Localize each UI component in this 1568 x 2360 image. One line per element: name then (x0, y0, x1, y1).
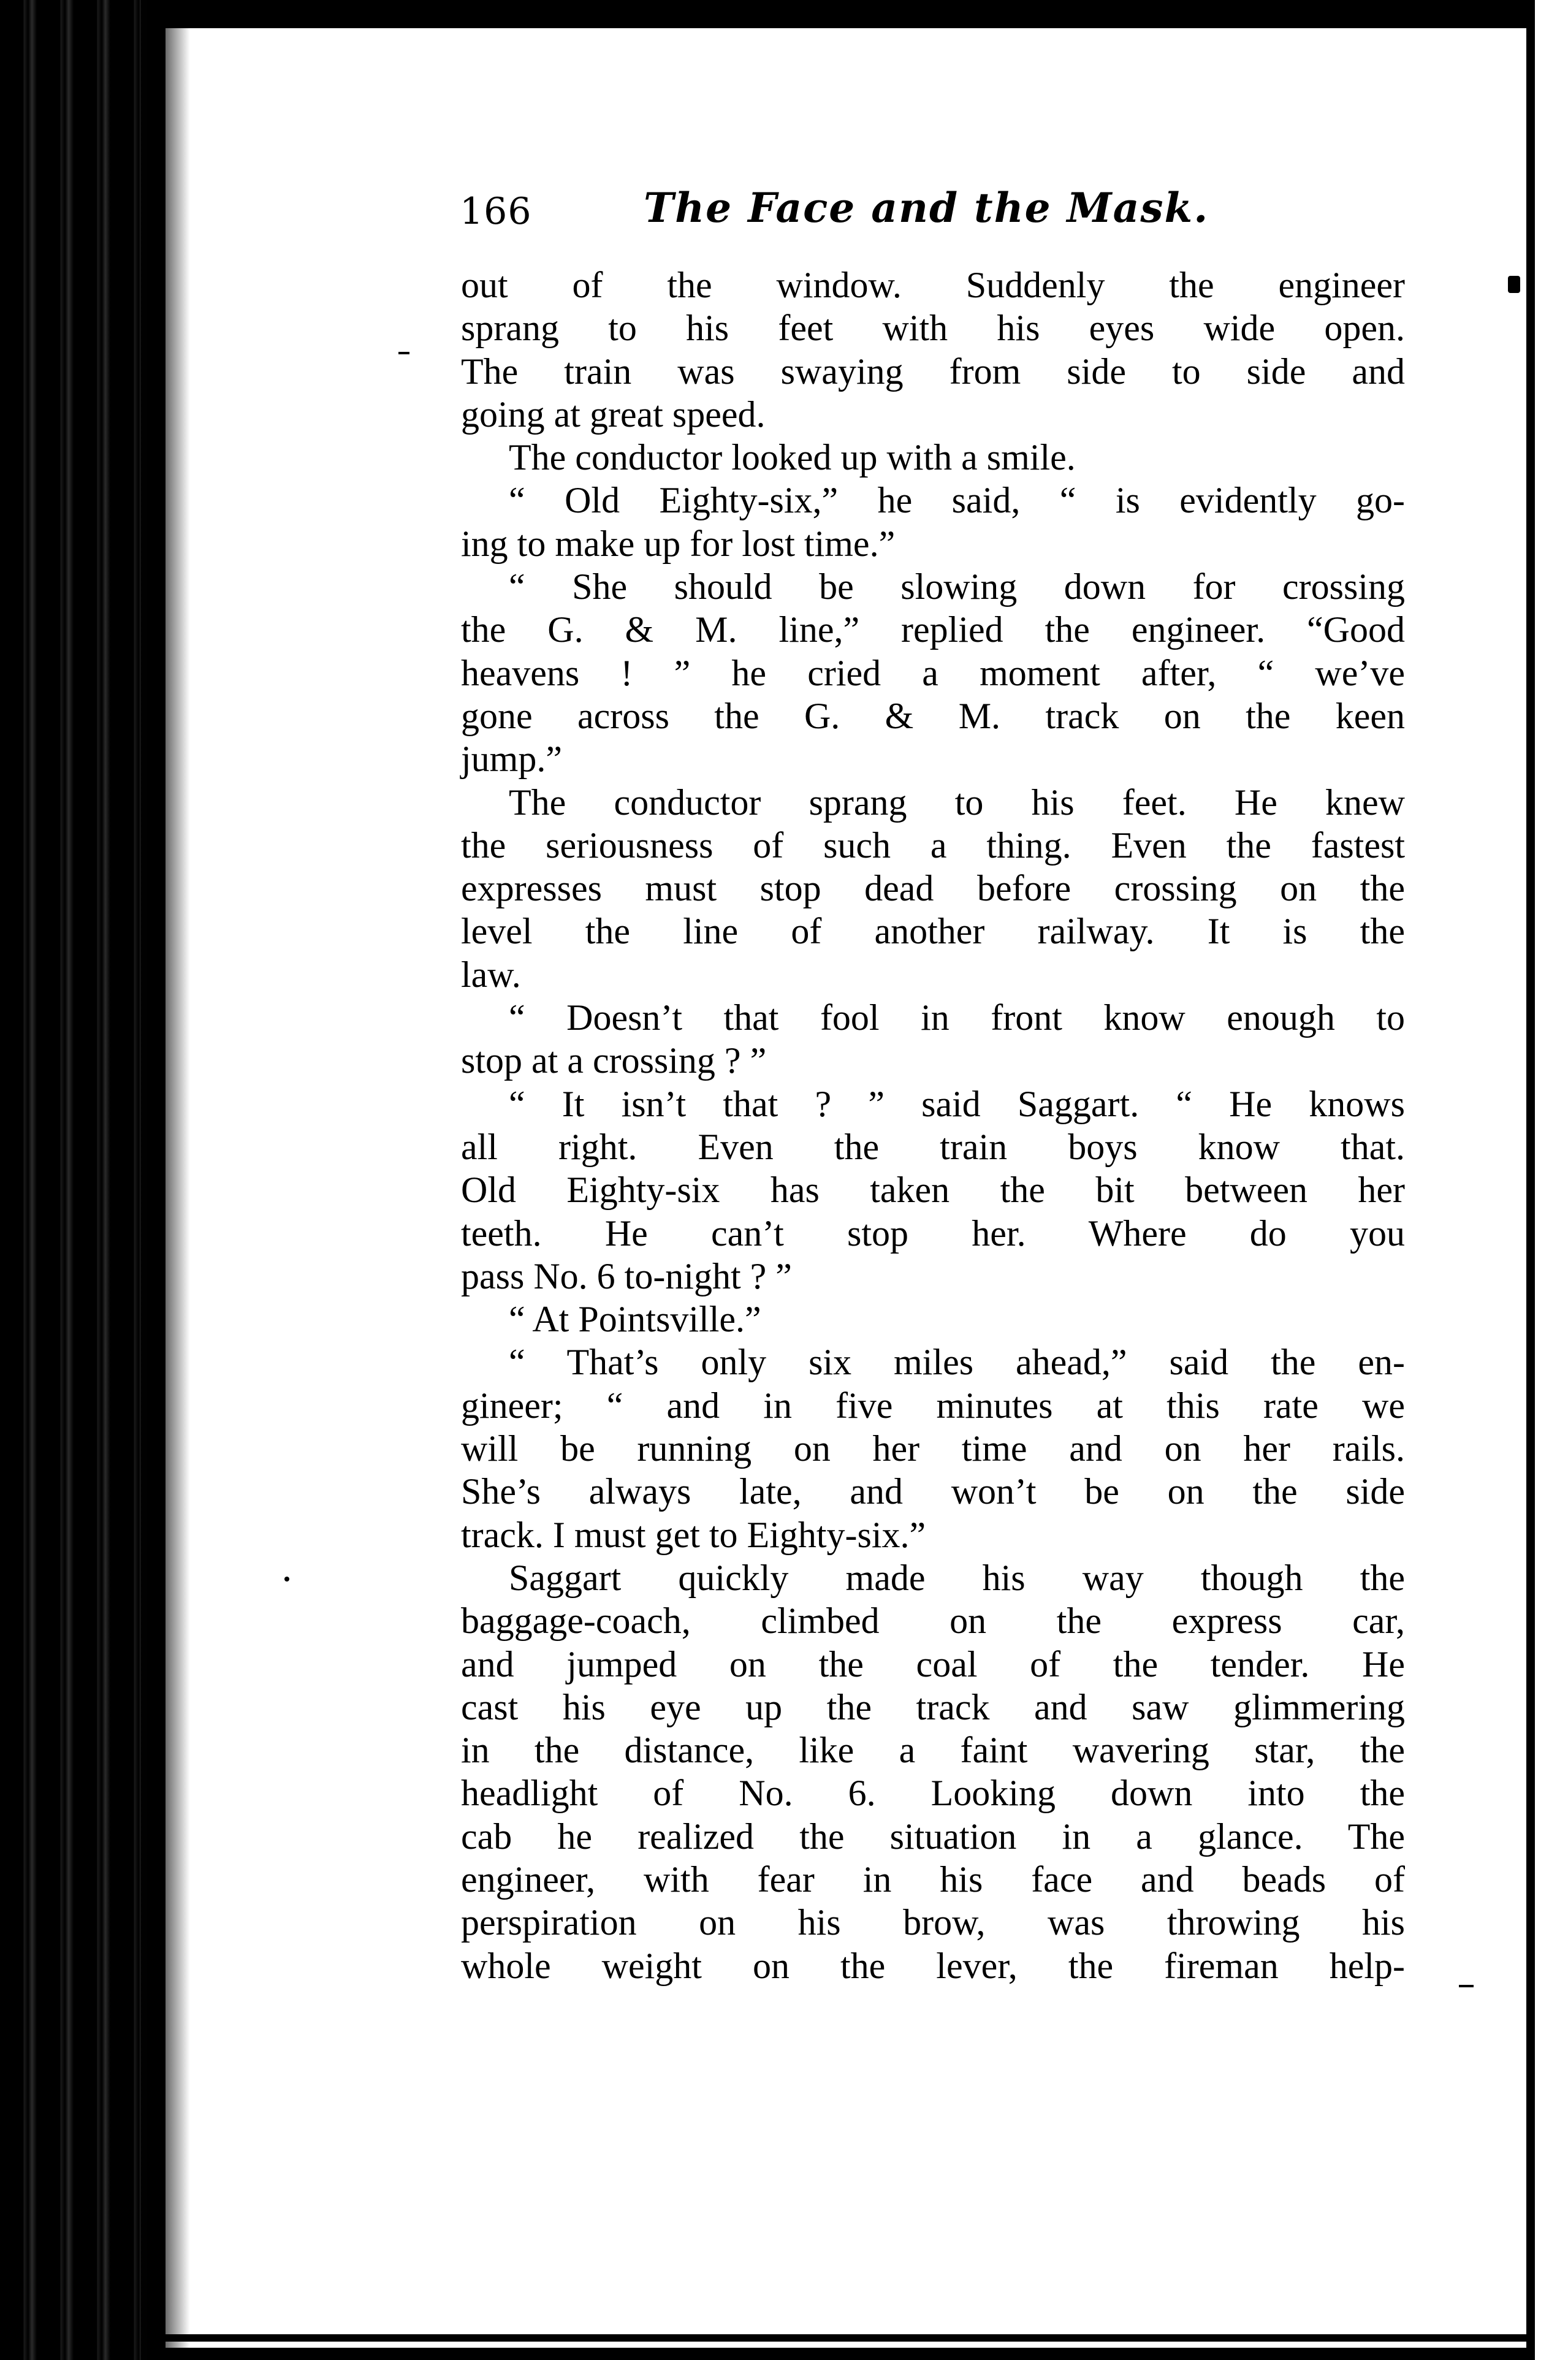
text-line: out of the window. Suddenly the engineer (461, 265, 1405, 305)
text-line: “ She should be slowing down for crossing (509, 566, 1405, 607)
text-line: cast his eye up the track and saw glimmering (461, 1686, 1405, 1727)
text-line: “ It isn’t that ? ” said Saggart. “ He knows (509, 1083, 1405, 1124)
text-line: Saggart quickly made his way though the (509, 1557, 1405, 1598)
text-line: will be running on her time and on her rails. (461, 1428, 1405, 1469)
text-line: sprang to his feet with his eyes wide open. (461, 308, 1405, 349)
scan-margin-right (1535, 0, 1568, 2360)
text-line: expresses must stop dead before crossing on the (461, 868, 1405, 909)
margin-dot (284, 1577, 289, 1582)
text-line: The conductor sprang to his feet. He knew (509, 782, 1405, 823)
text-line: headlight of No. 6. Looking down into the (461, 1773, 1405, 1814)
text-line: the G. & M. line,” replied the engineer. “Good (461, 609, 1405, 650)
text-line: cab he realized the situation in a glance. The (461, 1816, 1405, 1857)
text-line: “ Old Eighty-six,” he said, “ is evidently go- (509, 480, 1405, 521)
running-title: The Face and the Mask. (644, 184, 1209, 232)
text-line: heavens ! ” he cried a moment after, “ we’ve (461, 652, 1405, 693)
page-border-top (159, 22, 1532, 28)
text-line: law. (461, 954, 521, 995)
text-line: going at great speed. (461, 394, 766, 435)
text-line: The train was swaying from side to side and (461, 351, 1405, 392)
text-line: pass No. 6 to-night ? ” (461, 1255, 792, 1296)
page-border-right (1526, 22, 1535, 2351)
margin-dash (398, 352, 409, 354)
text-line: engineer, with fear in his face and beads of (461, 1859, 1405, 1900)
page-border-bottom (159, 2334, 1537, 2342)
text-line: “ Doesn’t that fool in front know enough to (509, 997, 1405, 1038)
text-line: level the line of another railway. It is the (461, 911, 1405, 952)
text-line: The conductor looked up with a smile. (509, 437, 1076, 478)
scan-shadow-left (0, 0, 166, 2360)
text-line: perspiration on his brow, was throwing his (461, 1902, 1405, 1943)
text-line: “ That’s only six miles ahead,” said the en- (509, 1342, 1405, 1383)
page-number: 166 (460, 190, 532, 233)
text-line: stop at a crossing ? ” (461, 1040, 767, 1081)
text-line: ing to make up for lost time.” (461, 523, 896, 564)
page-header (460, 184, 1416, 257)
text-line: all right. Even the train boys know that. (461, 1126, 1405, 1167)
text-line: jump.” (461, 739, 562, 780)
text-line: Old Eighty-six has taken the bit between her (461, 1170, 1405, 1211)
margin-dash (1459, 1985, 1474, 1987)
margin-mark (1508, 276, 1520, 293)
text-line: gineer; “ and in five minutes at this rate we (461, 1385, 1405, 1426)
text-line: in the distance, like a faint wavering star, the (461, 1730, 1405, 1771)
text-line: She’s always late, and won’t be on the side (461, 1471, 1405, 1512)
text-line: track. I must get to Eighty-six.” (461, 1514, 926, 1555)
text-line: the seriousness of such a thing. Even the fastest (461, 824, 1405, 866)
body-text (461, 264, 1405, 1987)
text-line: baggage-coach, climbed on the express car, (461, 1601, 1405, 1642)
text-line: and jumped on the coal of the tender. He (461, 1643, 1405, 1684)
text-line: whole weight on the lever, the fireman help- (461, 1945, 1405, 1986)
text-line: teeth. He can’t stop her. Where do you (461, 1212, 1405, 1254)
text-line: gone across the G. & M. track on the keen (461, 695, 1405, 736)
text-line: “ At Pointsville.” (509, 1299, 761, 1340)
